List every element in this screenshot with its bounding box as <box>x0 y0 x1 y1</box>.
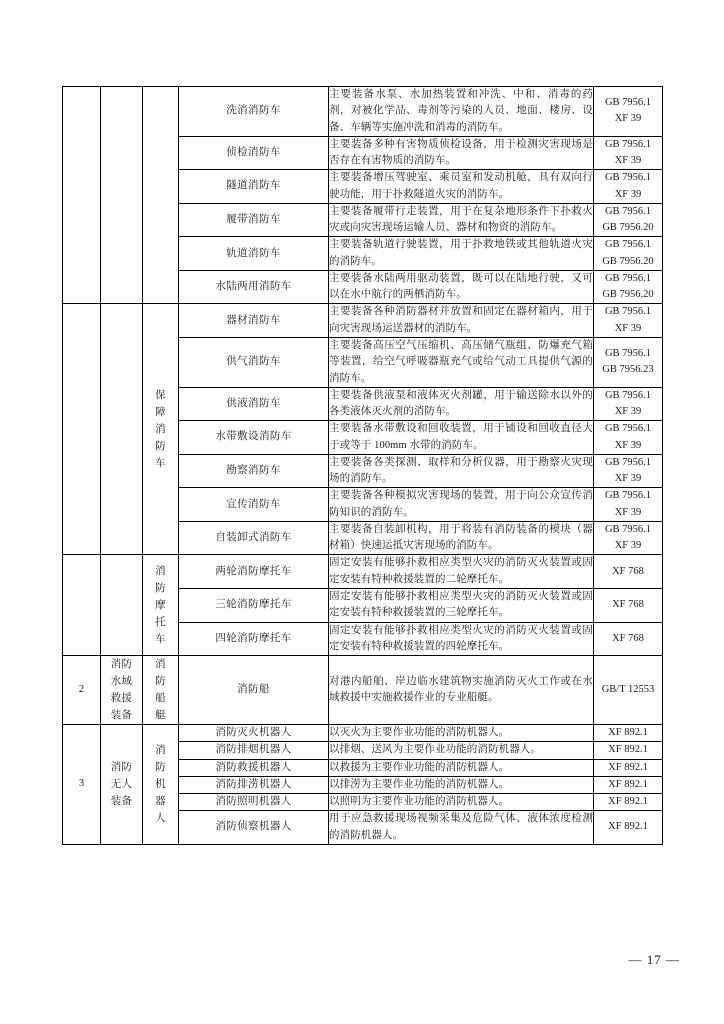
cell-description: 主要装备高压空气压缩机、高压储气瓶组、防爆充气箱等装置，给空气呼吸器瓶充气或给气动工具提供气源的消防车。 <box>329 337 594 387</box>
cell-description: 以灭火为主要作业功能的消防机器人。 <box>329 725 594 742</box>
vertical-text-line: 摩 <box>155 599 166 611</box>
cell-description: 主要装备多种有害物质侦检设备，用于检测灾害现场是否存在有害物质的消防车。 <box>329 136 594 170</box>
cell-category <box>101 304 143 555</box>
cell-description: 主要装备水泵、水加热装置和冲洗、中和、消毒的药剂，对被化学品、毒剂等污染的人员、地面、楼房、设备、车辆等实施冲洗和消毒的消防车。 <box>329 87 594 137</box>
standard-code: XF 892.1 <box>608 744 648 756</box>
standard-code: GB 7956.1 <box>604 239 652 251</box>
cell-category <box>101 87 143 304</box>
cell-standard <box>594 742 663 759</box>
vertical-text <box>101 759 142 810</box>
vertical-text-line: 防 <box>155 761 166 773</box>
cell-equipment-name: 宣传消防车 <box>179 488 329 522</box>
cell-standard <box>594 87 663 137</box>
cell-description: 主要装备水带敷设和回收装置，用于铺设和回收直径大于或等于 100mm 水带的消防车。 <box>329 421 594 455</box>
cell-description: 以排烟、送风为主要作业功能的消防机器人。 <box>329 742 594 759</box>
vertical-text-line: 无人 <box>110 778 133 790</box>
vertical-text-line: 人 <box>155 812 166 824</box>
standard-code: GB 7956.1 <box>604 306 652 318</box>
cell-equipment-name: 器材消防车 <box>179 304 329 338</box>
standard-code: GB/T 12553 <box>601 683 655 695</box>
standard-code: XF 768 <box>612 599 644 611</box>
standard-code: GB 7956.23 <box>602 364 654 376</box>
cell-standard <box>594 304 663 338</box>
cell-standard <box>594 794 663 811</box>
cell-description: 用于应急救援现场视频采集及危险气体、液体浓度检测的消防机器人。 <box>329 811 594 845</box>
cell-description: 主要装备各类探测、取样和分析仪器，用于勘察火灾现场的消防车。 <box>329 454 594 488</box>
cell-standard <box>594 588 663 622</box>
standard-code: GB 7956.1 <box>604 138 652 150</box>
cell-description: 主要装备各种模拟灾害现场的装置，用于向公众宣传消防知识的消防车。 <box>329 488 594 522</box>
cell-equipment-name: 勘察消防车 <box>179 454 329 488</box>
cell-description: 主要装备水陆两用驱动装置，既可以在陆地行驶，又可以在水中航行的两栖消防车。 <box>329 270 594 304</box>
standard-code: XF 39 <box>614 113 642 125</box>
cell-equipment-name: 三轮消防摩托车 <box>179 588 329 622</box>
vertical-text-line: 消 <box>155 744 166 756</box>
vertical-text-line: 救援 <box>110 693 133 705</box>
cell-description: 主要装备自装卸机构，用于将装有消防装备的模块（器材箱）快速运抵灾害现场的消防车。 <box>329 521 594 555</box>
cell-category <box>101 555 143 656</box>
cell-equipment-name: 自装卸式消防车 <box>179 521 329 555</box>
standard-code: GB 7956.1 <box>604 423 652 435</box>
standard-code: XF 892.1 <box>608 727 648 739</box>
standard-code: XF 39 <box>614 540 642 552</box>
cell-standard <box>594 421 663 455</box>
vertical-text-line: 船 <box>155 693 166 705</box>
cell-standard <box>594 270 663 304</box>
standard-code: XF 39 <box>614 506 642 518</box>
cell-equipment-name: 洗消消防车 <box>179 87 329 137</box>
standard-code: XF 768 <box>612 565 644 577</box>
cell-description: 主要装备各种消防器材并放置和固定在器材箱内，用于向灾害现场运送器材的消防车。 <box>329 304 594 338</box>
cell-standard <box>594 759 663 776</box>
standard-code: GB 7956.20 <box>602 255 654 267</box>
cell-standard <box>594 203 663 237</box>
cell-category <box>101 656 143 725</box>
vertical-text <box>101 656 142 724</box>
cell-standard <box>594 454 663 488</box>
cell-equipment-name: 供液消防车 <box>179 387 329 421</box>
vertical-text-line: 消 <box>155 659 166 671</box>
cell-standard <box>594 725 663 742</box>
cell-description: 主要装备增压驾驶室、乘员室和发动机舱，具有双向行驶功能，用于扑救隧道火灾的消防车。 <box>329 170 594 204</box>
cell-standard <box>594 488 663 522</box>
cell-equipment-name: 供气消防车 <box>179 337 329 387</box>
cell-description: 主要装备履带行走装置，用于在复杂地形条件下扑救火灾或向灾害现场运输人员、器材和物资的消防车。 <box>329 203 594 237</box>
cell-standard <box>594 170 663 204</box>
standard-code: GB 7956.1 <box>604 523 652 535</box>
cell-description: 固定安装有能够扑救相应类型火灾的消防灭火装置或固定安装有特种救援装置的三轮摩托车。 <box>329 588 594 622</box>
cell-standard <box>594 656 663 725</box>
cell-standard <box>594 622 663 656</box>
standard-code: XF 39 <box>614 439 642 451</box>
standard-code: GB 7956.1 <box>604 389 652 401</box>
standard-code: XF 768 <box>612 632 644 644</box>
cell-equipment-name: 履带消防车 <box>179 203 329 237</box>
standard-code: XF 39 <box>614 188 642 200</box>
standard-code: XF 892.1 <box>608 778 648 790</box>
cell-description: 对港内船舶、岸边临水建筑物实施消防灭火工作或在水域救援中实施救援作业的专业船艇。 <box>329 656 594 725</box>
cell-description: 以照明为主要作业功能的消防机器人。 <box>329 794 594 811</box>
table-row <box>63 725 663 742</box>
cell-serial-number: 2 <box>63 656 101 725</box>
cell-equipment-name: 轨道消防车 <box>179 237 329 271</box>
standard-code: GB 7956.20 <box>602 289 654 301</box>
standard-code: GB 7956.1 <box>604 272 652 284</box>
vertical-text-line: 防 <box>155 440 166 452</box>
cell-equipment-name: 水陆两用消防车 <box>179 270 329 304</box>
cell-subcategory <box>143 304 179 555</box>
standard-code: GB 7956.1 <box>604 348 652 360</box>
cell-equipment-name: 消防照明机器人 <box>179 794 329 811</box>
standard-code: GB 7956.1 <box>604 172 652 184</box>
cell-standard <box>594 555 663 589</box>
vertical-text-line: 消防 <box>110 761 133 773</box>
standard-code: XF 39 <box>614 473 642 485</box>
table-row <box>63 87 663 137</box>
cell-standard <box>594 776 663 793</box>
vertical-text-line: 车 <box>155 633 166 645</box>
cell-subcategory <box>143 555 179 656</box>
page-number-footer: — 17 — <box>628 952 680 967</box>
cell-equipment-name: 消防灭火机器人 <box>179 725 329 742</box>
vertical-text-line: 障 <box>155 406 166 418</box>
vertical-text <box>143 742 178 827</box>
cell-standard <box>594 811 663 845</box>
cell-serial-number <box>63 304 101 555</box>
standard-code: XF 892.1 <box>608 761 648 773</box>
vertical-text-line: 防 <box>155 676 166 688</box>
vertical-text <box>143 387 178 472</box>
vertical-text-line: 消 <box>155 423 166 435</box>
standard-code: GB 7956.20 <box>602 222 654 234</box>
standard-code: XF 892.1 <box>608 796 648 808</box>
cell-category <box>101 725 143 845</box>
table-row <box>63 555 663 589</box>
equipment-classification-table <box>62 86 663 845</box>
cell-standard <box>594 521 663 555</box>
cell-equipment-name: 四轮消防摩托车 <box>179 622 329 656</box>
standard-code: GB 7956.1 <box>604 456 652 468</box>
vertical-text-line: 器 <box>155 795 166 807</box>
standard-code: GB 7956.1 <box>604 97 652 109</box>
cell-equipment-name: 侦检消防车 <box>179 136 329 170</box>
standard-code: GB 7956.1 <box>604 205 652 217</box>
cell-equipment-name: 消防排烟机器人 <box>179 742 329 759</box>
cell-equipment-name: 隧道消防车 <box>179 170 329 204</box>
cell-description: 以救援为主要作业功能的消防机器人。 <box>329 759 594 776</box>
vertical-text-line: 托 <box>155 616 166 628</box>
cell-description: 主要装备供液泵和液体灭火剂罐，用于输送除水以外的各类液体灭火剂的消防车。 <box>329 387 594 421</box>
vertical-text-line: 车 <box>155 457 166 469</box>
cell-standard <box>594 136 663 170</box>
vertical-text-line: 装备 <box>110 795 133 807</box>
table-row <box>63 304 663 338</box>
vertical-text-line: 装备 <box>110 710 133 722</box>
vertical-text <box>143 563 178 648</box>
table-row <box>63 656 663 725</box>
cell-standard <box>594 387 663 421</box>
cell-equipment-name: 消防船 <box>179 656 329 725</box>
vertical-text-line: 机 <box>155 778 166 790</box>
cell-serial-number <box>63 87 101 304</box>
cell-equipment-name: 消防排涝机器人 <box>179 776 329 793</box>
standard-code: XF 892.1 <box>608 821 648 833</box>
cell-equipment-name: 两轮消防摩托车 <box>179 555 329 589</box>
vertical-text-line: 艇 <box>155 710 166 722</box>
standard-code: GB 7956.1 <box>604 490 652 502</box>
cell-description: 以排涝为主要作业功能的消防机器人。 <box>329 776 594 793</box>
cell-standard <box>594 237 663 271</box>
cell-serial-number: 3 <box>63 725 101 845</box>
cell-description: 固定安装有能够扑救相应类型火灾的消防灭火装置或固定安装有特种救援装置的四轮摩托车。 <box>329 622 594 656</box>
cell-subcategory <box>143 725 179 845</box>
standard-code: XF 39 <box>614 406 642 418</box>
cell-standard <box>594 337 663 387</box>
cell-equipment-name: 消防侦察机器人 <box>179 811 329 845</box>
vertical-text-line: 水域 <box>110 676 133 688</box>
cell-equipment-name: 消防救援机器人 <box>179 759 329 776</box>
cell-equipment-name: 水带敷设消防车 <box>179 421 329 455</box>
cell-description: 固定安装有能够扑救相应类型火灾的消防灭火装置或固定安装有特种救援装置的二轮摩托车。 <box>329 555 594 589</box>
cell-description: 主要装备轨道行驶装置，用于扑救地铁或其他轨道火灾的消防车。 <box>329 237 594 271</box>
cell-subcategory <box>143 87 179 304</box>
vertical-text-line: 防 <box>155 582 166 594</box>
standard-code: XF 39 <box>614 322 642 334</box>
vertical-text-line: 消防 <box>110 659 133 671</box>
vertical-text-line: 消 <box>155 565 166 577</box>
equipment-table-container <box>62 86 662 845</box>
vertical-text <box>143 656 178 724</box>
vertical-text-line: 保 <box>155 389 166 401</box>
cell-subcategory <box>143 656 179 725</box>
standard-code: XF 39 <box>614 155 642 167</box>
cell-serial-number <box>63 555 101 656</box>
table-body <box>63 87 663 845</box>
